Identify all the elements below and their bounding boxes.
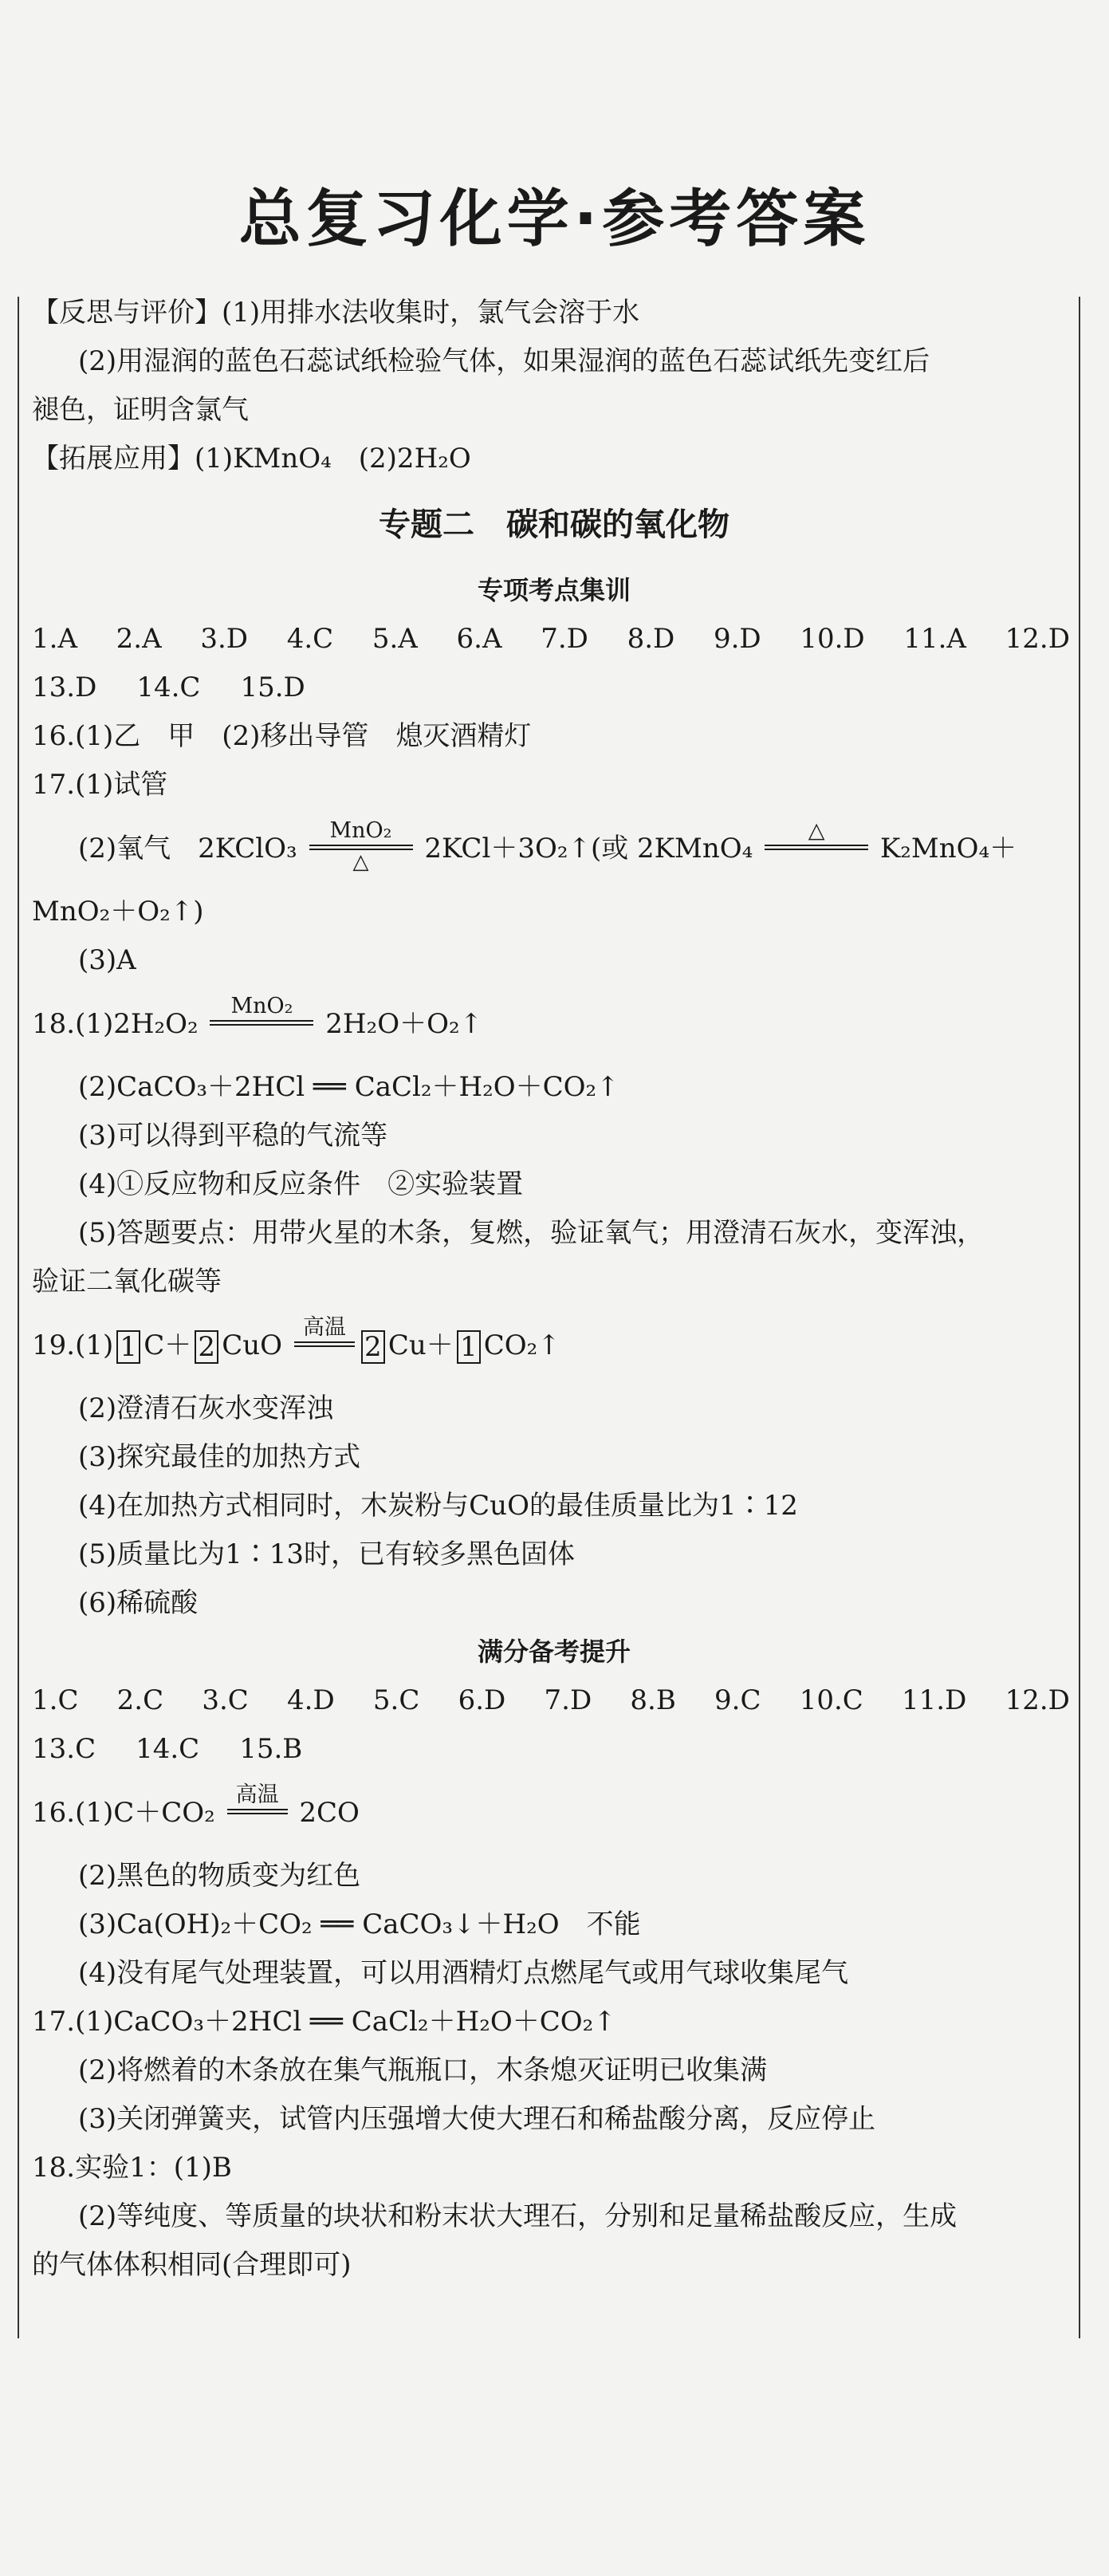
equation-text: Cu＋ [387,1329,454,1361]
reflection-line: 褪色，证明含氯气 [32,394,249,426]
mc-answer: 3.C [202,1684,249,1716]
equals-bar [765,845,868,850]
answer-line: 16.(1)乙 甲 (2)移出导管 熄灭酒精灯 [32,720,532,752]
mc-answer: 9.D [713,623,761,655]
equals-bar [309,845,413,850]
coefficient-box: 1 [116,1330,140,1364]
coefficient-box: 1 [457,1330,481,1364]
section-heading: 专题二 碳和碳的氧化物 [379,506,730,543]
answer-line: 的气体体积相同(合理即可) [32,2249,352,2281]
mc-answer: 1.C [32,1684,79,1716]
mc-answer: 12.D [1005,623,1070,655]
heat-symbol: △ [808,817,825,843]
reaction-condition [765,817,868,874]
heat-symbol: △ [352,849,369,874]
mc-answer: 5.A [372,623,418,655]
mc-answer: 5.C [372,1684,420,1716]
mc-answer: 6.D [458,1684,506,1716]
answer-line: 17.(1)试管 [32,769,168,801]
equation-line: MnO₂＋O₂↑) [32,896,204,928]
answer-line: (2)黑色的物质变为红色 [78,1860,361,1892]
equation-text: 2KCl＋3O₂↑(或 2KMnO₄ [424,833,753,865]
catalyst-label: MnO₂ [230,993,293,1018]
answer-line: (4)在加热方式相同时，木炭粉与CuO的最佳质量比为1∶12 [78,1490,798,1522]
mc-answer: 9.C [714,1684,761,1716]
reaction-condition [227,1782,288,1838]
equals-bar [294,1341,355,1347]
answer-line: (2)将燃着的木条放在集气瓶瓶口，木条熄灭证明已收集满 [78,2054,768,2086]
multiple-choice-row [32,1676,1076,1725]
answer-line: (3)可以得到平稳的气流等 [78,1120,388,1152]
answer-line: (4)①反应物和反应条件 ②实验装置 [78,1168,524,1200]
multiple-choice-row [32,1725,1076,1774]
answer-line: (3)A [78,944,136,976]
reflection-line: (2)用湿润的蓝色石蕊试纸检验气体，如果湿润的蓝色石蕊试纸先变红后 [78,345,930,377]
equation-text: 2H₂O＋O₂↑ [325,1008,483,1040]
reaction-condition [294,1314,355,1371]
condition-label: 高温 [302,1314,346,1340]
equation-text: C＋ [144,1329,192,1361]
equation-line [32,809,1076,888]
equation-line: (3)Ca(OH)₂＋CO₂ ══ CaCO₃↓＋H₂O 不能 [78,1908,641,1940]
reflection-line: 【反思与评价】(1)用排水法收集时，氯气会溶于水 [32,297,640,329]
answer-line: (2)澄清石灰水变浑浊 [78,1392,334,1424]
mc-answer: 1.A [32,623,77,655]
answer-line: (5)答题要点：用带火星的木条，复燃，验证氧气；用澄清石灰水，变浑浊， [78,1217,985,1249]
answer-line: (6)稀硫酸 [78,1587,199,1619]
mc-answer: 3.D [200,623,249,655]
equation-text: (2)氧气 2KClO₃ [78,833,297,865]
mc-answer: 2.C [116,1684,164,1716]
subsection-heading: 满分备考提升 [477,1637,631,1667]
mc-answer: 7.D [541,623,588,655]
mc-answer: 4.D [287,1684,335,1716]
mc-answer: 14.C [136,672,201,703]
coefficient-box: 2 [361,1330,385,1364]
equation-line [32,1306,1076,1385]
equation-line [32,1774,1076,1852]
subsection-heading: 专项考点集训 [477,575,631,605]
answer-line: (5)质量比为1∶13时，已有较多黑色固体 [78,1538,576,1570]
answer-line: 验证二氧化碳等 [32,1266,222,1298]
answer-line: (3)探究最佳的加热方式 [78,1441,361,1473]
equals-bar [227,1809,288,1814]
answer-content [32,289,1076,2290]
answer-line: (4)没有尾气处理装置，可以用酒精灯点燃尾气或用气球收集尾气 [78,1957,849,1989]
mc-answer: 13.D [32,672,97,703]
equation-text: 2CO [299,1797,360,1829]
equation-text: 16.(1)C＋CO₂ [32,1797,215,1829]
equation-text: CO₂↑ [483,1329,560,1361]
mc-answer: 14.C [136,1733,200,1765]
left-margin-rule [18,297,19,2338]
answer-line: (3)关闭弹簧夹，试管内压强增大使大理石和稀盐酸分离，反应停止 [78,2103,876,2135]
mc-answer: 6.A [456,623,502,655]
equation-line: 17.(1)CaCO₃＋2HCl ══ CaCl₂＋H₂O＋CO₂↑ [32,2006,616,2038]
mc-answer: 8.D [627,623,675,655]
equation-text: 18.(1)2H₂O₂ [32,1008,199,1040]
mc-answer: 15.D [240,672,305,703]
mc-answer: 8.B [630,1684,676,1716]
catalyst-label: MnO₂ [329,817,392,843]
right-margin-rule [1079,297,1080,2338]
multiple-choice-row [32,664,1076,712]
mc-answer: 4.C [286,623,334,655]
mc-answer: 12.D [1005,1684,1070,1716]
mc-answer: 10.D [800,623,865,655]
page-title: 总复习化学·参考答案 [238,183,871,255]
equation-text: 19.(1) [32,1329,114,1361]
mc-answer: 10.C [799,1684,863,1716]
equation-text: K₂MnO₄＋ [879,833,1017,865]
mc-answer: 15.B [239,1733,303,1765]
extension-line: 【拓展应用】(1)KMnO₄ (2)2H₂O [32,443,471,475]
mc-answer: 11.A [903,623,966,655]
answer-line: 18.实验1：(1)B [32,2152,232,2184]
equation-line: (2)CaCO₃＋2HCl ══ CaCl₂＋H₂O＋CO₂↑ [78,1071,619,1103]
mc-answer: 11.D [902,1684,967,1716]
reaction-condition [309,817,413,874]
equals-bar [210,1020,313,1026]
condition-label: 高温 [235,1782,279,1807]
multiple-choice-row [32,615,1076,664]
mc-answer: 2.A [116,623,162,655]
mc-answer: 7.D [544,1684,592,1716]
equation-text: CuO [222,1329,283,1361]
coefficient-box: 2 [195,1330,218,1364]
mc-answer: 13.C [32,1733,96,1765]
answer-line: (2)等纯度、等质量的块状和粉末状大理石，分别和足量稀盐酸反应，生成 [78,2200,958,2232]
equation-line [32,985,1076,1063]
reaction-condition [210,993,313,1050]
